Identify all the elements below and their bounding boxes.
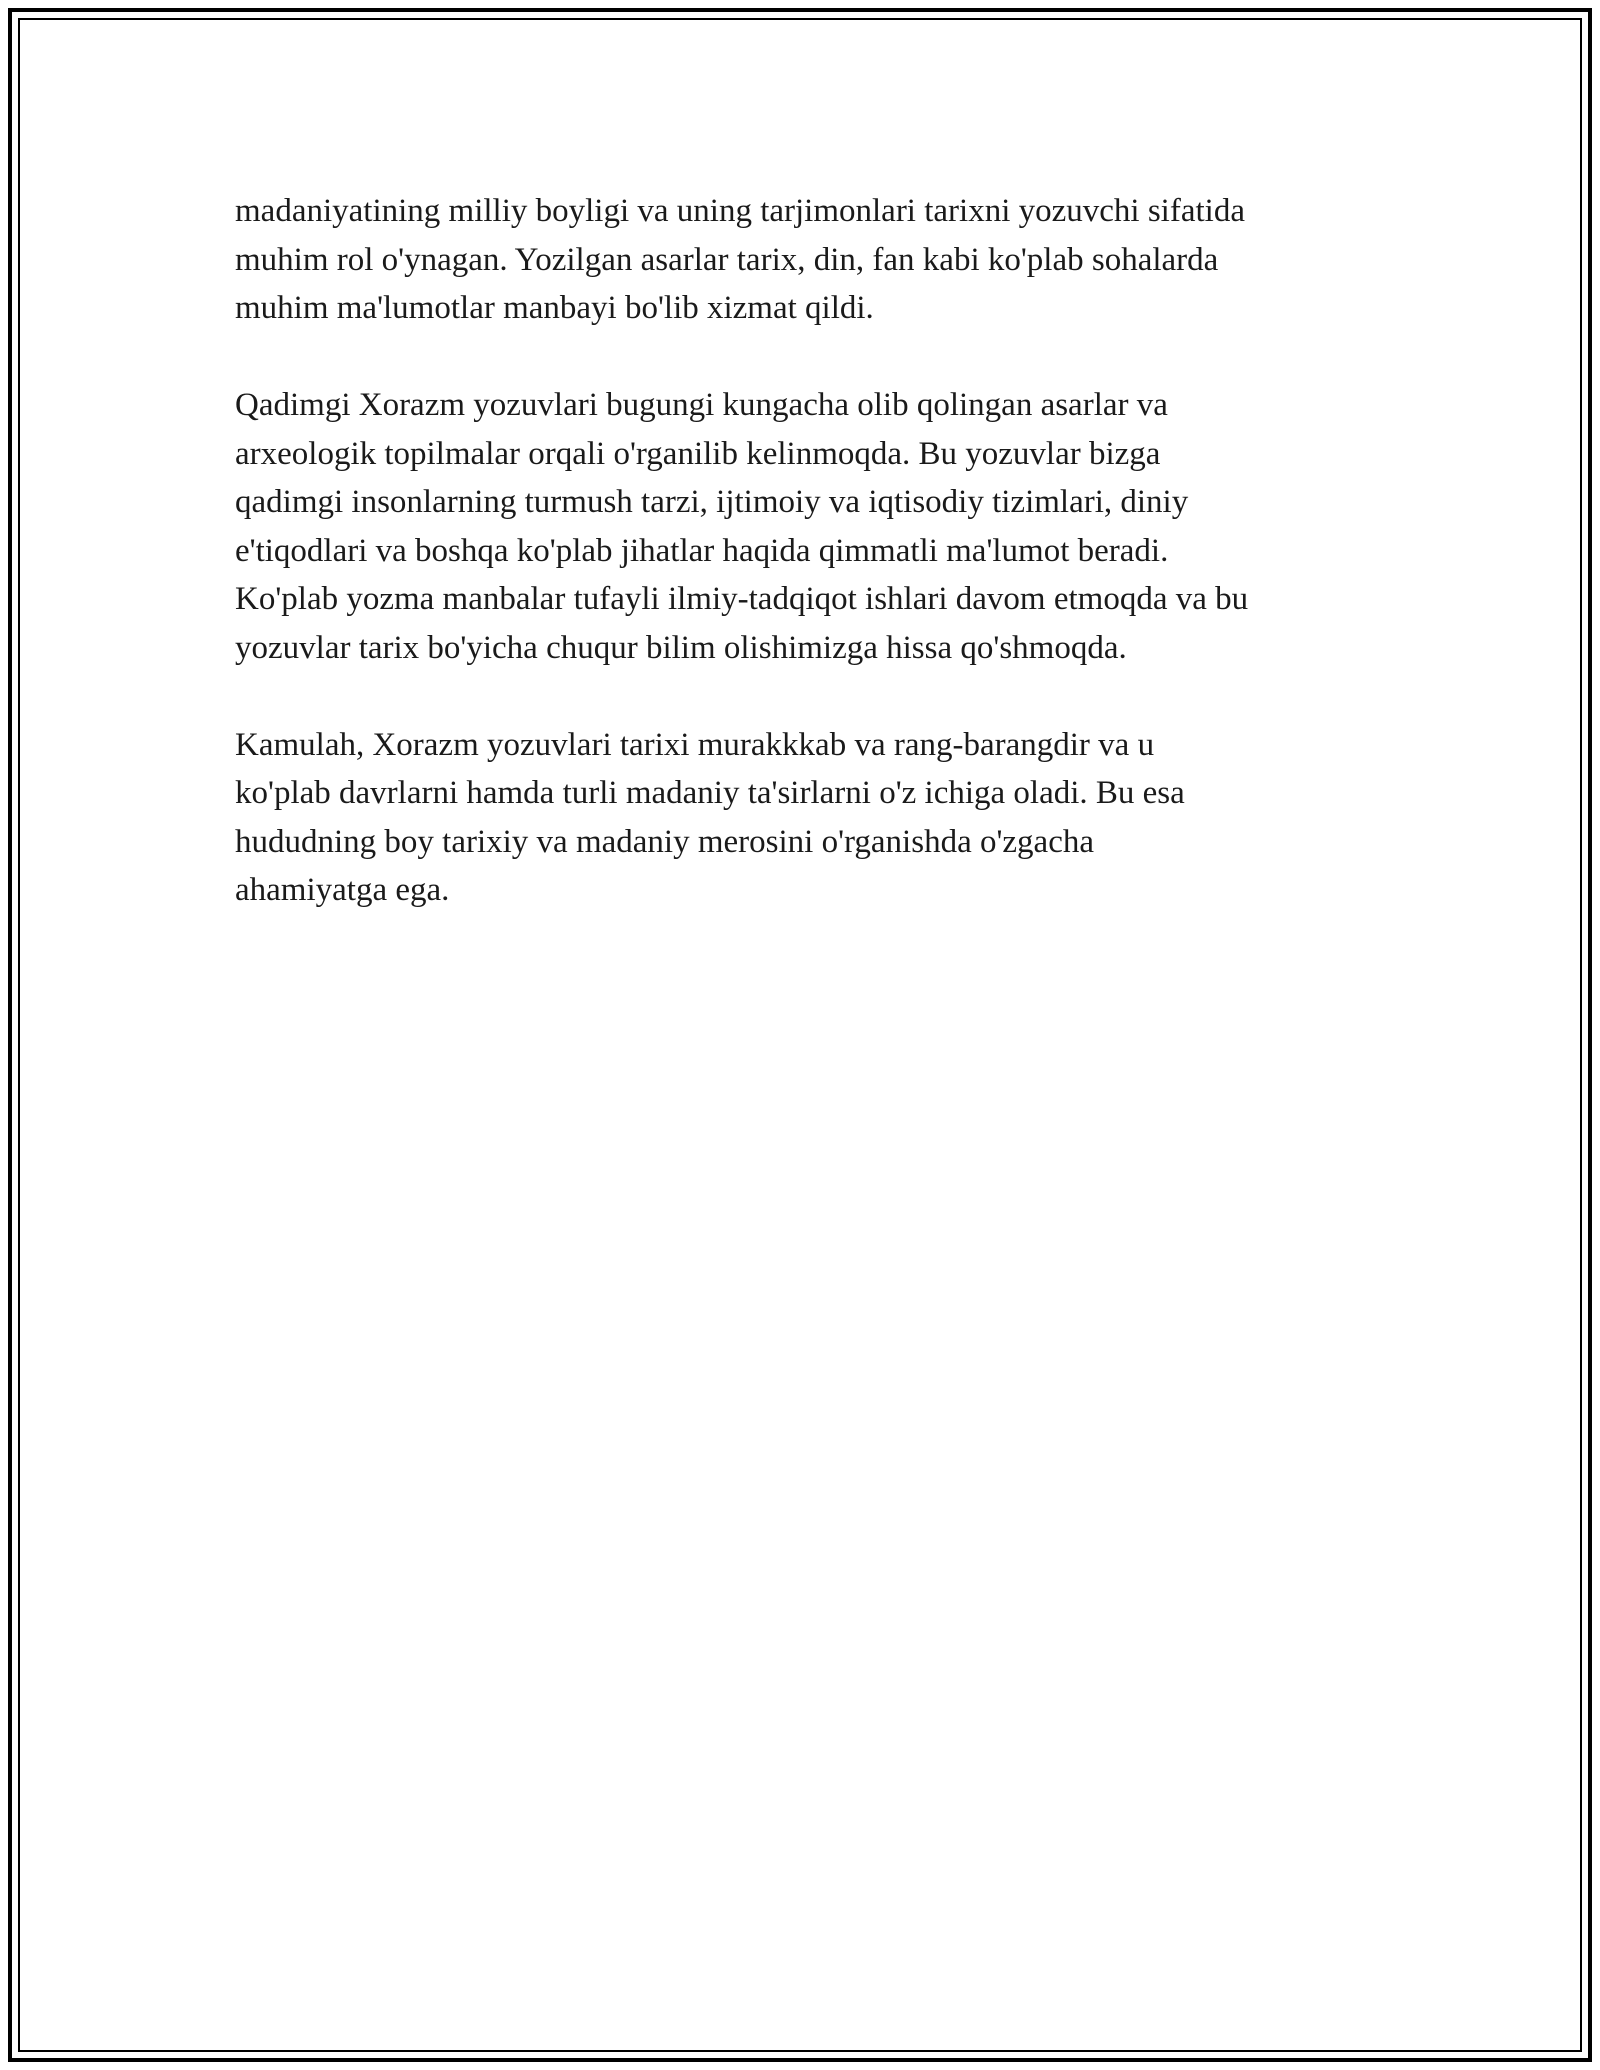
- document-body: [235, 187, 1385, 963]
- text-line: Kamulah, Xorazm yozuvlari tarixi murakkkab va rang-barangdir va u: [235, 726, 1155, 763]
- text-line: qadimgi insonlarning turmush tarzi, ijtimoiy va iqtisodiy tizimlari, diniy: [235, 484, 1189, 520]
- text-line: arxeologik topilmalar orqali o'rganilib kelinmoqda. Bu yozuvlar bizga: [235, 435, 1161, 472]
- paragraph-2: [235, 381, 1385, 672]
- text-line: yozuvlar tarix bo'yicha chuqur bilim olishimizga hissa qo'shmoqda.: [235, 629, 1127, 666]
- text-line: hududning boy tarixiy va madaniy merosini o'rganishda o'zgacha: [235, 823, 1094, 860]
- paragraph-3: [235, 721, 1385, 915]
- text-line: Ko'plab yozma manbalar tufayli ilmiy-tadqiqot ishlari davom etmoqda va bu: [235, 581, 1249, 617]
- text-line: muhim ma'lumotlar manbayi bo'lib xizmat qildi.: [235, 290, 874, 326]
- text-line: ko'plab davrlarni hamda turli madaniy ta'sirlarni o'z ichiga oladi. Bu esa: [235, 775, 1185, 811]
- paragraph-1: [235, 187, 1385, 333]
- text-line: Qadimgi Xorazm yozuvlari bugungi kungacha olib qolingan asarlar va: [235, 387, 1168, 423]
- text-line: ahamiyatga ega.: [235, 872, 450, 908]
- text-line: madaniyatining milliy boyligi va uning tarjimonlari tarixni yozuvchi sifatida: [235, 193, 1245, 229]
- text-line: muhim rol o'ynagan. Yozilgan asarlar tarix, din, fan kabi ko'plab sohalarda: [235, 241, 1219, 278]
- text-line: e'tiqodlari va boshqa ko'plab jihatlar haqida qimmatli ma'lumot beradi.: [235, 532, 1169, 569]
